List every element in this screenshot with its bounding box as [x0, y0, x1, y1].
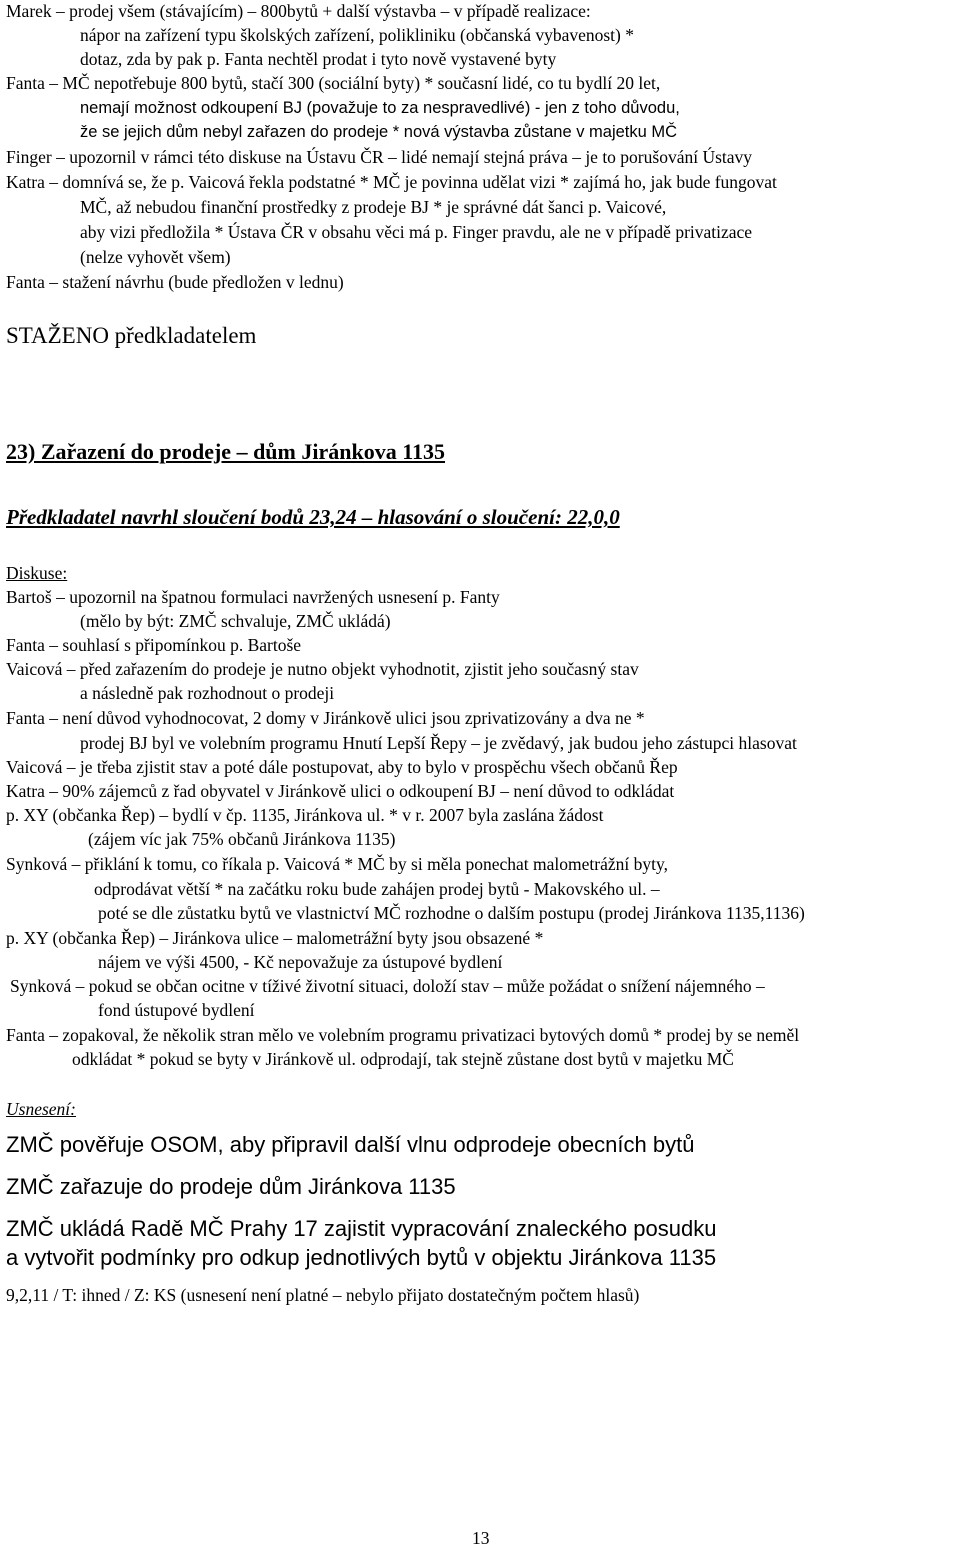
resolution-line: a vytvořit podmínky pro odkup jednotlivých bytů v objektu Jiránkova 1135 [6, 1245, 717, 1270]
discussion-line: Fanta – souhlasí s připomínkou p. Bartoše [6, 635, 302, 655]
text-line: Marek – prodej všem (stávajícím) – 800bytů + další výstavba – v případě realizace: [6, 1, 591, 21]
discussion-line: p. XY (občanka Řep) – bydlí v čp. 1135, Jiránkova ul. * v r. 2007 byla zaslána žádost [6, 805, 604, 825]
text-line: Finger – upozornil v rámci této diskuse na Ústavu ČR – lidé nemají stejná práva – je to porušování Ústavy [6, 147, 753, 167]
resolution-line: ZMČ pověřuje OSOM, aby připravil další vlnu odprodeje obecních bytů [6, 1132, 695, 1157]
discussion-line: Bartoš – upozornil na špatnou formulaci navržených usnesení p. Fanty [6, 587, 500, 607]
resolution-line: ZMČ ukládá Radě MČ Prahy 17 zajistit vypracování znaleckého posudku [6, 1216, 717, 1241]
discussion-line: poté se dle zůstatku bytů ve vlastnictví MČ rozhodne o dalším postupu (prodej Jiránkova 1135,1136) [98, 903, 805, 923]
discussion-line: Katra – 90% zájemců z řad obyvatel v Jiránkově ulici o odkoupení BJ – není důvod to odkládat [6, 781, 675, 801]
item-heading: 23) Zařazení do prodeje – dům Jiránkova 1135 [6, 439, 446, 464]
text-line: MČ, až nebudou finanční prostředky z prodeje BJ * je správné dát šanci p. Vaicové, [80, 197, 667, 217]
text-line: Katra – domnívá se, že p. Vaicová řekla podstatné * MČ je povinna udělat vizi * zajímá ho, jak bude fungovat [6, 172, 777, 192]
text-line: nápor na zařízení typu školských zařízení, polikliniku (občanská vybavenost) * [80, 25, 635, 45]
resolution-label: Usnesení: [6, 1099, 76, 1119]
text-line: Fanta – stažení návrhu (bude předložen v lednu) [6, 272, 344, 292]
discussion-line: Fanta – není důvod vyhodnocovat, 2 domy v Jiránkově ulici jsou zprivatizovány a dva ne * [6, 708, 645, 728]
discussion-line: Synková – pokud se občan ocitne v tíživé životní situaci, doloží stav – může požádat o snížení nájemného – [10, 976, 765, 996]
discussion-line: p. XY (občanka Řep) – Jiránkova ulice – malometrážní byty jsou obsazené * [6, 928, 544, 948]
discussion-line: (zájem víc jak 75% občanů Jiránkova 1135) [88, 829, 396, 849]
discussion-line: a následně pak rozhodnout o prodeji [80, 683, 335, 703]
text-line: Fanta – MČ nepotřebuje 800 bytů, stačí 300 (sociální byty) * současní lidé, co tu bydlí 20 let, [6, 73, 661, 93]
discussion-line: nájem ve výši 4500, - Kč nepovažuje za ústupové bydlení [98, 952, 503, 972]
discussion-line: Vaicová – před zařazením do prodeje je nutno objekt vyhodnotit, zjistit jeho současný stav [6, 659, 639, 679]
text-line: nemají možnost odkoupení BJ (považuje to za nespravedlivé) - jen z toho důvodu, [80, 99, 680, 117]
discussion-line: odprodávat větší * na začátku roku bude zahájen prodej bytů - Makovského ul. – [94, 879, 660, 899]
discussion-line: Vaicová – je třeba zjistit stav a poté dále postupovat, aby to bylo v prospěchu všech občanů Řep [6, 757, 678, 777]
discussion-line: fond ústupové bydlení [98, 1000, 255, 1020]
discussion-label: Diskuse: [6, 563, 68, 583]
resolution-line: ZMČ zařazuje do prodeje dům Jiránkova 1135 [6, 1174, 456, 1199]
discussion-line: odkládat * pokud se byty v Jiránkově ul. odprodají, tak stejně zůstane dost bytů v majetku MČ [72, 1049, 734, 1069]
discussion-line: Fanta – zopakoval, že několik stran mělo ve volebním programu privatizaci bytových domů * prodej by se neměl [6, 1025, 800, 1045]
withdrawn-status: STAŽENO předkladatelem [6, 323, 257, 348]
text-line: dotaz, zda by pak p. Fanta nechtěl prodat i tyto nově vystavené byty [80, 49, 557, 69]
vote-line: 9,2,11 / T: ihned / Z: KS (usnesení není platné – nebylo přijato dostatečným počtem hlasů) [6, 1285, 640, 1305]
discussion-line: Synková – přiklání k tomu, co říkala p. Vaicová * MČ by si měla ponechat malometrážní byty, [6, 854, 668, 874]
page-number: 13 [472, 1528, 490, 1548]
discussion-line: (mělo by být: ZMČ schvaluje, ZMČ ukládá) [80, 611, 391, 631]
text-line: aby vizi předložila * Ústava ČR v obsahu věci má p. Finger pravdu, ale ne v případě privatizace [80, 222, 753, 242]
text-line: že se jejich dům nebyl zařazen do prodeje * nová výstavba zůstane v majetku MČ [80, 123, 678, 141]
discussion-line: prodej BJ byl ve volebním programu Hnutí Lepší Řepy – je zvědavý, jak budou jeho zástupci hlasovat [80, 733, 797, 753]
merge-note: Předkladatel navrhl sloučení bodů 23,24 – hlasování o sloučení: 22,0,0 [6, 505, 620, 529]
text-line: (nelze vyhovět všem) [80, 247, 231, 267]
